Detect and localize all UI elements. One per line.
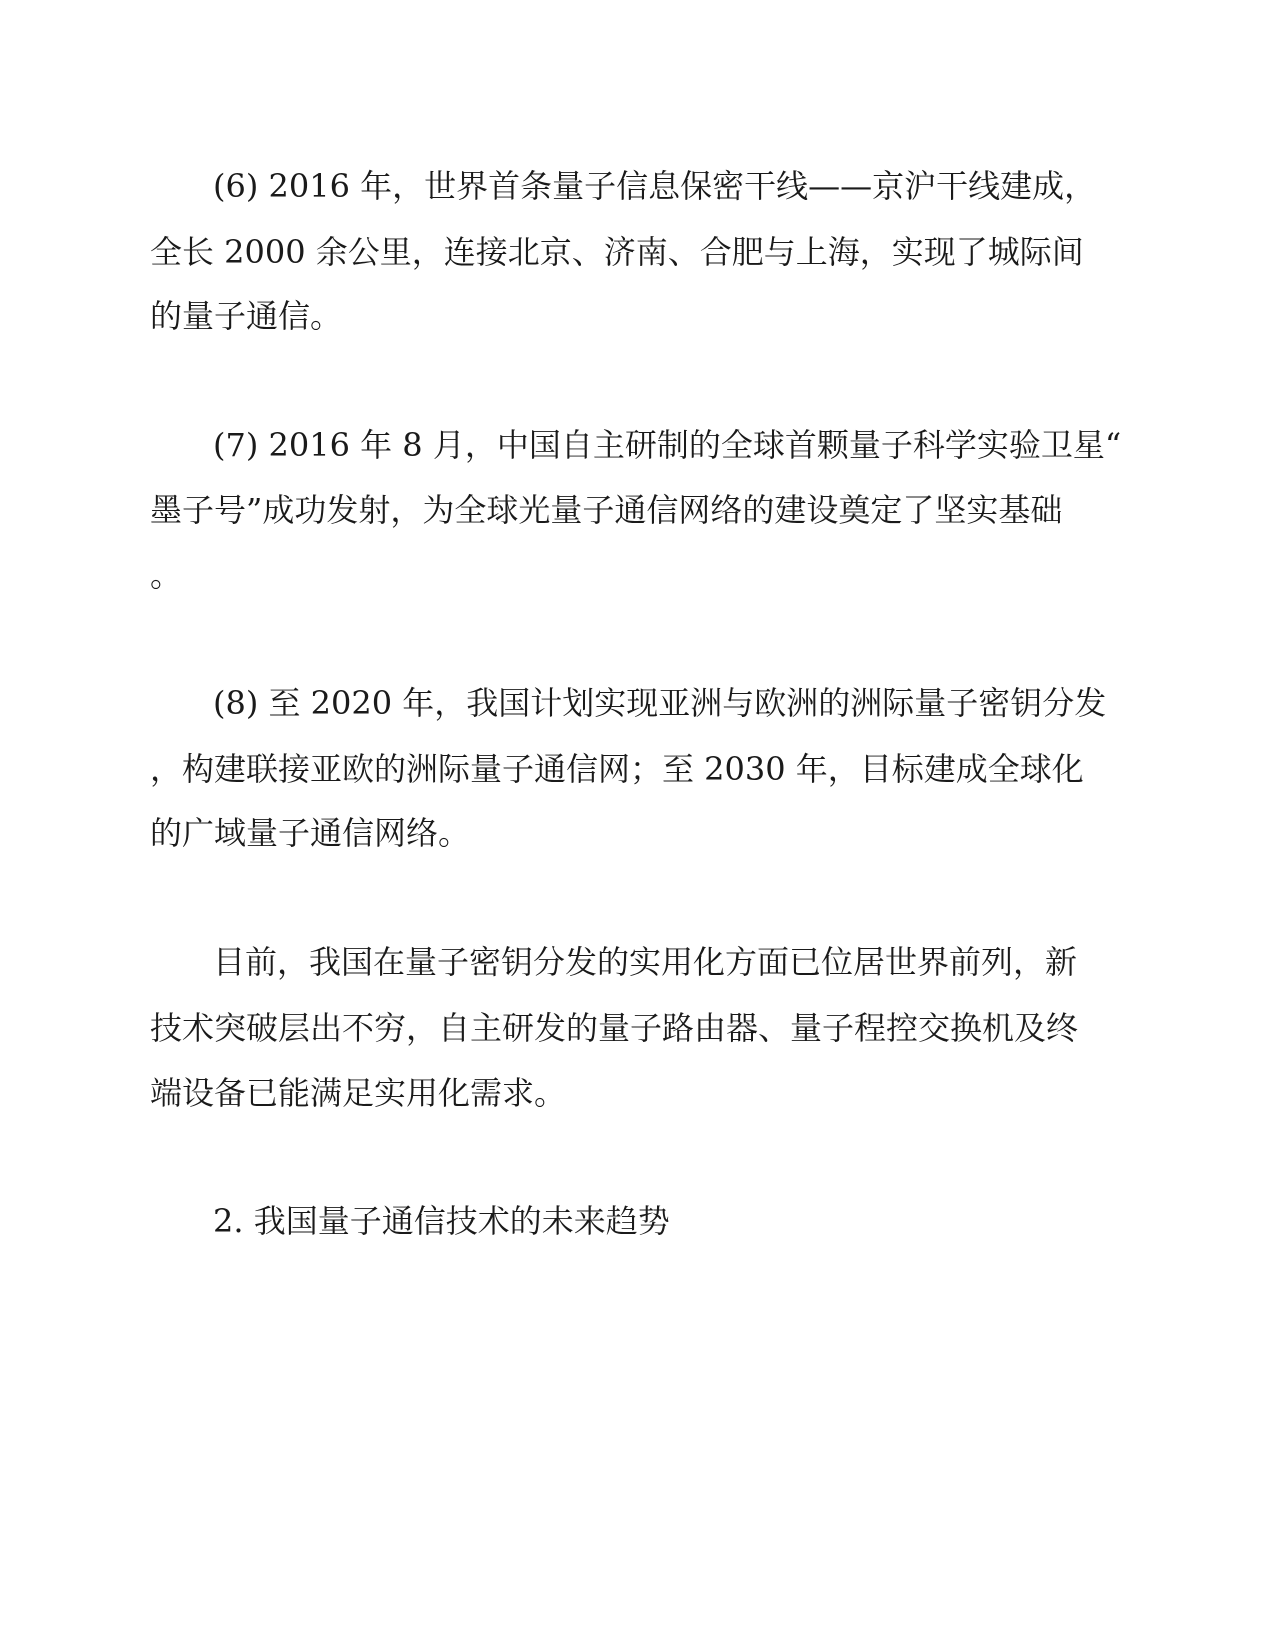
paragraph-line: 。 (150, 556, 183, 594)
paragraph-line: 全长 2000 余公里，连接北京、济南、合肥与上海，实现了城际间 (150, 233, 1084, 271)
paragraph-line: 目前，我国在量子密钥分发的实用化方面已位居世界前列，新 (213, 943, 1078, 981)
paragraph-line: ，构建联接亚欧的洲际量子通信网；至 2030 年，目标建成全球化 (150, 750, 1084, 788)
section-heading: 2. 我国量子通信技术的未来趋势 (213, 1202, 670, 1240)
paragraph-line: (8) 至 2020 年，我国计划实现亚洲与欧洲的洲际量子密钥分发 (213, 684, 1107, 722)
paragraph-line: (6) 2016 年，世界首条量子信息保密干线——京沪干线建成， (213, 167, 1097, 205)
paragraph-line: 端设备已能满足实用化需求。 (150, 1074, 567, 1112)
paragraph-line: 的量子通信。 (150, 297, 343, 335)
paragraph-line: (7) 2016 年 8 月，中国自主研制的全球首颗量子科学实验卫星“ (213, 426, 1122, 464)
paragraph-line: 的广域量子通信网络。 (150, 814, 471, 852)
paragraph-line: 技术突破层出不穷，自主研发的量子路由器、量子程控交换机及终 (150, 1009, 1079, 1047)
paragraph-line: 墨子号”成功发射，为全球光量子通信网络的建设奠定了坚实基础 (150, 491, 1063, 529)
